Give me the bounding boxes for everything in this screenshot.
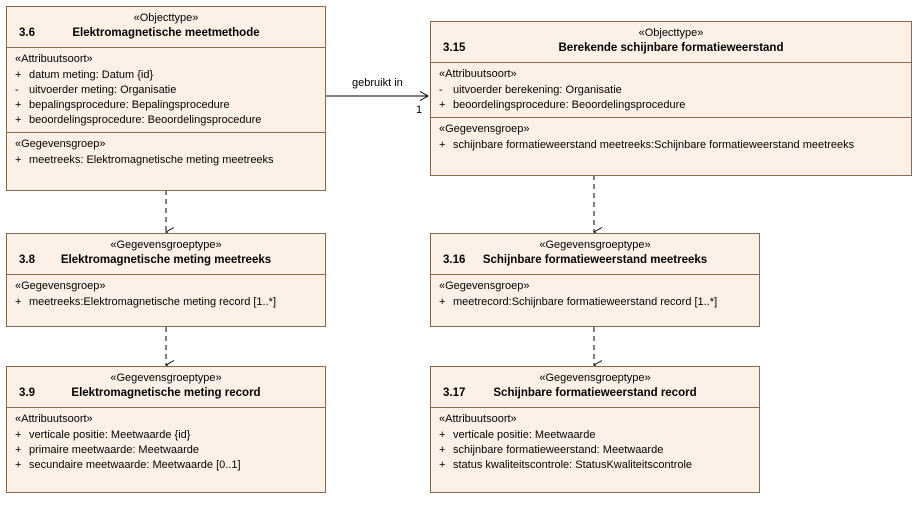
visibility: + xyxy=(439,99,446,111)
feature xyxy=(7,458,325,473)
compartment-title: «Gegevensgroep» xyxy=(439,280,530,292)
feature-text: secundaire meetwaarde: Meetwaarde [0..1] xyxy=(29,459,241,471)
class-header xyxy=(431,234,759,275)
class-stereotype: «Gegevensgroeptype» xyxy=(110,372,222,384)
feature-text: meetrecord:Schijnbare formatieweerstand record [1..*] xyxy=(453,296,718,308)
feature xyxy=(7,428,325,443)
class-name-row xyxy=(435,386,755,401)
feature-text: meetreeks: Elektromagnetische meting meetreeks xyxy=(29,154,274,166)
visibility: - xyxy=(15,84,19,96)
class-number: 3.15 xyxy=(443,42,466,54)
feature xyxy=(431,98,911,113)
compartment-gegevensgroep xyxy=(431,275,759,314)
feature xyxy=(7,153,325,168)
class-stereotype: «Gegevensgroeptype» xyxy=(110,239,222,251)
feature xyxy=(431,428,759,443)
compartment-gegevensgroep xyxy=(7,275,325,314)
feature-text: meetreeks:Elektromagnetische meting record [1..*] xyxy=(29,296,277,308)
feature xyxy=(431,458,759,473)
compartment-attribuutsoort xyxy=(431,408,759,477)
visibility: + xyxy=(15,459,22,471)
feature-text: beoordelingsprocedure: Beoordelingsprocedure xyxy=(453,99,686,111)
class-name: Elektromagnetische meting meetreeks xyxy=(60,254,272,266)
class-number: 3.17 xyxy=(443,387,466,399)
compartment-attribuutsoort xyxy=(7,408,325,477)
visibility: + xyxy=(15,114,22,126)
class-name-row xyxy=(11,253,321,268)
class-name: Schijnbare formatieweerstand meetreeks xyxy=(482,254,708,266)
visibility: + xyxy=(439,296,446,308)
compartment-title: «Attribuutsoort» xyxy=(439,413,517,425)
class-berekende-schijnbare-formatieweerstand[interactable] xyxy=(430,21,912,176)
feature-text: primaire meetwaarde: Meetwaarde xyxy=(29,444,199,456)
feature xyxy=(431,443,759,458)
class-name-row xyxy=(11,26,321,41)
compartment-title: «Gegevensgroep» xyxy=(439,123,530,135)
class-stereotype: «Objecttype» xyxy=(638,27,704,39)
visibility: + xyxy=(439,459,446,471)
feature-text: bepalingsprocedure: Bepalingsprocedure xyxy=(29,99,230,111)
class-header xyxy=(7,367,325,408)
feature-text: schijnbare formatieweerstand: Meetwaarde xyxy=(453,444,664,456)
class-header xyxy=(431,22,911,63)
feature xyxy=(7,98,325,113)
class-name: Schijnbare formatieweerstand record xyxy=(493,387,697,399)
class-name: Elektromagnetische meetmethode xyxy=(72,27,260,39)
visibility: + xyxy=(15,69,22,81)
class-elektromagnetische-meting-record[interactable] xyxy=(6,366,326,493)
visibility: + xyxy=(15,99,22,111)
compartment-title: «Gegevensgroep» xyxy=(15,138,106,150)
feature-text: uitvoerder meting: Organisatie xyxy=(29,84,177,96)
class-schijnbare-formatieweerstand-record[interactable] xyxy=(430,366,760,493)
visibility: + xyxy=(15,154,22,166)
compartment-gegevensgroep xyxy=(431,117,911,157)
class-name-row xyxy=(11,386,321,401)
class-schijnbare-formatieweerstand-meetreeks[interactable] xyxy=(430,233,760,327)
class-header xyxy=(7,7,325,48)
compartment-title: «Attribuutsoort» xyxy=(15,413,93,425)
feature xyxy=(7,443,325,458)
class-number: 3.6 xyxy=(19,27,35,39)
class-name: Elektromagnetische meting record xyxy=(71,387,261,399)
feature-text: schijnbare formatieweerstand meetreeks:Schijnbare formatieweerstand meetreeks xyxy=(453,139,855,151)
compartment-title: «Attribuutsoort» xyxy=(439,68,517,80)
feature xyxy=(7,295,325,310)
class-header xyxy=(7,234,325,275)
feature xyxy=(7,68,325,83)
feature-text: uitvoerder berekening: Organisatie xyxy=(453,84,622,96)
feature xyxy=(7,113,325,128)
class-stereotype: «Gegevensgroeptype» xyxy=(539,372,651,384)
class-name: Berekende schijnbare formatieweerstand xyxy=(558,42,784,54)
feature xyxy=(431,138,911,153)
class-name-row xyxy=(435,253,755,268)
feature-text: status kwaliteitscontrole: StatusKwaliteitscontrole xyxy=(453,459,693,471)
visibility: + xyxy=(15,296,22,308)
class-stereotype: «Gegevensgroeptype» xyxy=(539,239,651,251)
compartment-title: «Gegevensgroep» xyxy=(15,280,106,292)
class-number: 3.8 xyxy=(19,254,35,266)
compartment-attribuutsoort xyxy=(7,48,325,132)
edge-label-gebruikt-in: gebruikt in xyxy=(352,77,403,89)
compartment-title: «Attribuutsoort» xyxy=(15,53,93,65)
feature-text: verticale positie: Meetwaarde {id} xyxy=(29,429,191,441)
visibility: + xyxy=(439,139,446,151)
visibility: + xyxy=(15,444,22,456)
feature xyxy=(431,295,759,310)
visibility: + xyxy=(439,429,446,441)
class-number: 3.16 xyxy=(443,254,466,266)
edge-multiplicity-gebruikt-in: 1 xyxy=(416,104,423,116)
feature-text: beoordelingsprocedure: Beoordelingsprocedure xyxy=(29,114,262,126)
class-number: 3.9 xyxy=(19,387,35,399)
visibility: + xyxy=(439,444,446,456)
feature-text: verticale positie: Meetwaarde xyxy=(453,429,596,441)
feature xyxy=(7,83,325,98)
class-elektromagnetische-meting-meetreeks[interactable] xyxy=(6,233,326,327)
compartment-gegevensgroep xyxy=(7,132,325,172)
feature-text: datum meting: Datum {id} xyxy=(29,69,154,81)
visibility: + xyxy=(15,429,22,441)
compartment-attribuutsoort xyxy=(431,63,911,117)
visibility: - xyxy=(439,84,443,96)
class-stereotype: «Objecttype» xyxy=(133,12,199,24)
class-elektromagnetische-meetmethode[interactable] xyxy=(6,6,326,191)
class-header xyxy=(431,367,759,408)
class-name-row xyxy=(435,41,907,56)
feature xyxy=(431,83,911,98)
